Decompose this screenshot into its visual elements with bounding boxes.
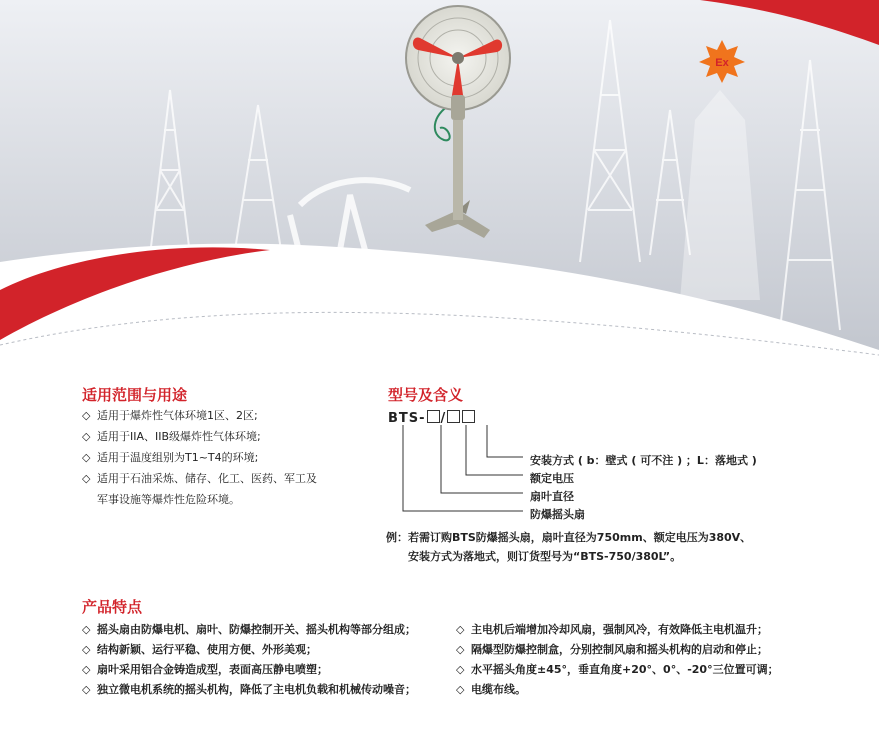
- features-left-list: [82, 620, 452, 700]
- feature-item: ◇ 扇叶采用铝合金铸造成型，表面高压静电喷塑；: [82, 660, 452, 680]
- usage-item: ◇ 适用于石油采炼、储存、化工、医药、军工及: [82, 468, 362, 489]
- model-legend-diameter: 扇叶直径: [530, 490, 574, 503]
- model-legend-type: 防爆摇头扇: [530, 508, 585, 521]
- features-right-list: [456, 620, 876, 700]
- diamond-bullet-icon: ◇: [456, 643, 465, 656]
- placeholder-box-icon: [447, 410, 460, 423]
- diamond-bullet-icon: ◇: [456, 663, 465, 676]
- diamond-bullet-icon: ◇: [82, 472, 91, 485]
- feature-item: ◇ 摇头扇由防爆电机、扇叶、防爆控制开关、摇头机构等部分组成；: [82, 620, 452, 640]
- diamond-bullet-icon: ◇: [82, 663, 91, 676]
- feature-item: ◇ 主电机后端增加冷却风扇，强制风冷，有效降低主电机温升；: [456, 620, 876, 640]
- model-prefix: BTS-: [388, 411, 426, 426]
- model-legend-voltage: 额定电压: [530, 472, 574, 485]
- diamond-bullet-icon: ◇: [82, 451, 91, 464]
- model-code: [388, 410, 476, 426]
- feature-item: ◇ 水平摇头角度±45°，垂直角度+20°、0°、-20°三位置可调；: [456, 660, 876, 680]
- usage-heading: 适用范围与用途: [82, 386, 188, 404]
- feature-item: ◇ 结构新颖、运行平稳、使用方便、外形美观；: [82, 640, 452, 660]
- features-heading: 产品特点: [82, 598, 143, 616]
- placeholder-box-icon: [427, 410, 440, 423]
- usage-item: ◇ 适用于爆炸性气体环境1区、2区;: [82, 405, 362, 426]
- usage-item: ◇ 适用于IIA、IIB级爆炸性气体环境;: [82, 426, 362, 447]
- diamond-bullet-icon: ◇: [82, 409, 91, 422]
- ex-label: Ex: [715, 57, 729, 69]
- diamond-bullet-icon: ◇: [82, 643, 91, 656]
- feature-item: ◇ 隔爆型防爆控制盒，分别控制风扇和摇头机构的启动和停止；: [456, 640, 876, 660]
- diamond-bullet-icon: ◇: [456, 683, 465, 696]
- usage-list: [82, 405, 362, 510]
- usage-item: ◇ 适用于温度组别为T1~T4的环境;: [82, 447, 362, 468]
- diamond-bullet-icon: ◇: [82, 683, 91, 696]
- dashed-curve: [0, 312, 879, 355]
- model-callout-lines: [395, 425, 535, 525]
- example-line-1: 例：若需订购BTS防爆摇头扇，扇叶直径为750mm、额定电压为380V、: [386, 531, 752, 544]
- model-heading: 型号及含义: [388, 386, 464, 404]
- diamond-bullet-icon: ◇: [456, 623, 465, 636]
- model-example: [386, 528, 866, 566]
- usage-item-continued: 军事设施等爆炸性危险环境。: [97, 493, 240, 506]
- feature-item: ◇ 电缆布线。: [456, 680, 876, 700]
- example-line-2: 安装方式为落地式，则订货型号为“BTS-750/380L”。: [408, 550, 682, 563]
- model-slash: /: [440, 411, 447, 426]
- diamond-bullet-icon: ◇: [82, 623, 91, 636]
- diamond-bullet-icon: ◇: [82, 430, 91, 443]
- feature-item: ◇ 独立微电机系统的摇头机构，降低了主电机负载和机械传动噪音；: [82, 680, 452, 700]
- placeholder-box-icon: [462, 410, 475, 423]
- red-swoosh-left: [0, 247, 270, 340]
- model-legend-install: 安装方式 ( b：壁式 ( 可不注 ) ；L：落地式 ): [530, 454, 757, 467]
